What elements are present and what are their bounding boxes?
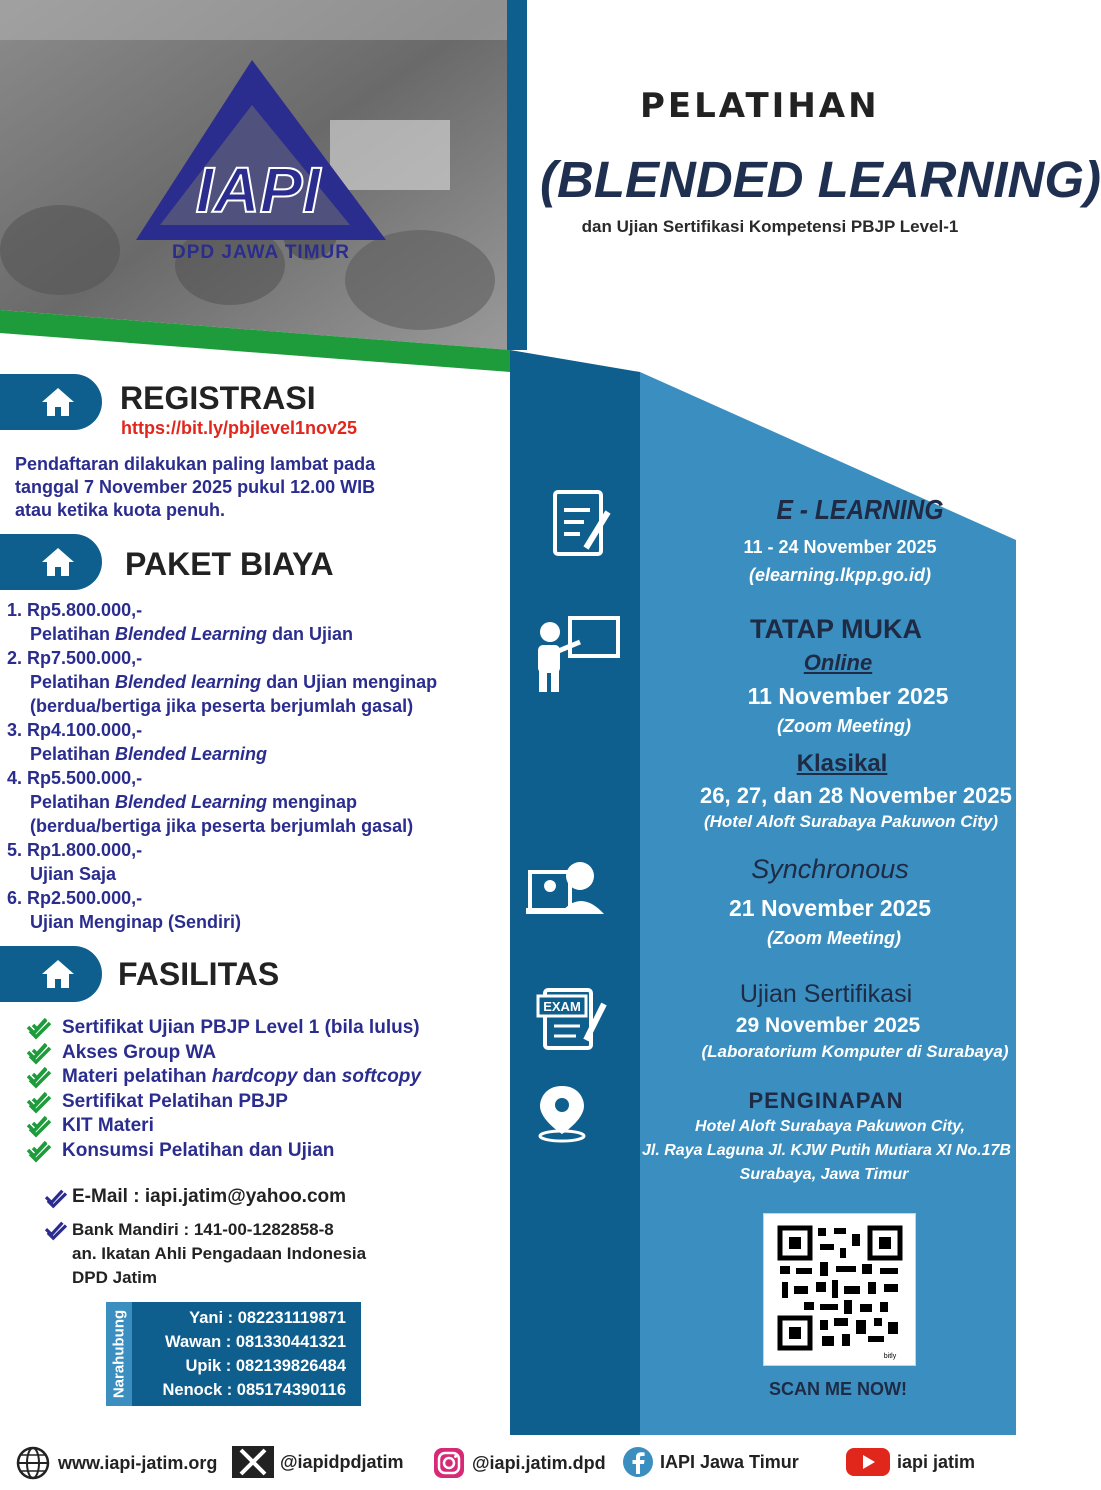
- logo-subtitle: DPD JAWA TIMUR: [172, 242, 350, 263]
- elearning-site: (elearning.lkpp.go.id): [748, 565, 931, 585]
- price-item: 5. Rp1.800.000,- Ujian Saja: [7, 840, 143, 884]
- home-icon: [40, 546, 76, 578]
- x-link[interactable]: @iapidpdjatim: [232, 1446, 404, 1478]
- penginapan-line: Hotel Aloft Surabaya Pakuwon City,: [695, 1118, 965, 1135]
- list-item: Materi pelatihan hardcopy dan softcopy: [26, 1065, 506, 1090]
- ujian-venue: (Laboratorium Komputer di Surabaya): [701, 1042, 1009, 1061]
- contact-person: Wawan : 081330441321: [164, 1333, 346, 1351]
- globe-icon: [14, 1446, 52, 1480]
- registrasi-tab: [0, 374, 102, 430]
- price-list: [7, 598, 507, 934]
- qr-code[interactable]: [763, 1213, 916, 1366]
- penginapan-title: PENGINAPAN: [748, 1088, 904, 1113]
- social-footer: [0, 1438, 1016, 1488]
- synchronous-title: Synchronous: [751, 854, 909, 884]
- pretitle: PELATIHAN: [640, 86, 880, 126]
- double-check-icon: [44, 1220, 68, 1240]
- list-item: Sertifikat Pelatihan PBJP: [26, 1090, 506, 1115]
- page-title: (BLENDED LEARNING): [540, 151, 1101, 208]
- penginapan-line: Jl. Raya Laguna Jl. KJW Putih Mutiara XI No.17B: [642, 1142, 1011, 1159]
- instagram-icon: [432, 1446, 466, 1480]
- bank-row: [44, 1218, 366, 1290]
- fasilitas-list: [26, 1016, 506, 1163]
- narahubung-label: Narahubung: [110, 1309, 128, 1399]
- fasilitas-heading: FASILITAS: [118, 956, 280, 992]
- website-link[interactable]: www.iapi-jatim.org: [14, 1446, 217, 1480]
- facebook-link[interactable]: IAPI Jawa Timur: [622, 1446, 799, 1478]
- double-check-icon: [44, 1188, 68, 1208]
- double-check-icon: [26, 1091, 52, 1113]
- klasikal-venue: (Hotel Aloft Surabaya Pakuwon City): [703, 812, 999, 831]
- list-item: KIT Materi: [26, 1114, 506, 1139]
- list-item: Sertifikat Ujian PBJP Level 1 (bila lulus): [26, 1016, 506, 1041]
- double-check-icon: [26, 1042, 52, 1064]
- ujian-title: Ujian Sertifikasi: [739, 980, 913, 1008]
- double-check-icon: [26, 1115, 52, 1137]
- price-item: 6. Rp2.500.000,- Ujian Menginap (Sendiri): [7, 888, 242, 932]
- home-icon: [40, 958, 76, 990]
- x-icon: [232, 1446, 274, 1478]
- contact-person: Upik : 082139826484: [185, 1357, 346, 1375]
- registrasi-heading: REGISTRASI: [120, 380, 316, 416]
- synchronous-note: (Zoom Meeting): [767, 928, 901, 948]
- synchronous-date: 21 November 2025: [728, 895, 931, 921]
- online-date: 11 November 2025: [747, 683, 949, 709]
- price-item: 1. Rp5.800.000,- Pelatihan Blended Learning dan Ujian: [7, 600, 354, 644]
- facebook-icon: [622, 1446, 654, 1478]
- price-item: 2. Rp7.500.000,- Pelatihan Blended learning dan Ujian menginap (berdua/bertiga jika peserta berjumlah gasal): [7, 648, 438, 716]
- instagram-link[interactable]: @iapi.jatim.dpd: [432, 1446, 606, 1480]
- registrasi-link[interactable]: https://bit.ly/pbjlevel1nov25: [121, 418, 358, 438]
- tatap-muka-title: TATAP MUKA: [750, 614, 922, 644]
- elearning-title: E - LEARNING: [776, 494, 944, 525]
- youtube-icon: [845, 1446, 891, 1478]
- ujian-date: 29 November 2025: [735, 1014, 921, 1037]
- online-label: Online: [803, 650, 873, 675]
- contact-person: Yani : 082231119871: [189, 1309, 346, 1327]
- narahubung-box: [106, 1302, 361, 1406]
- fasilitas-tab: [0, 946, 102, 1002]
- bank-details: Bank Mandiri : 141-00-1282858-8 an. Ikatan Ahli Pengadaan Indonesia DPD Jatim: [72, 1220, 367, 1287]
- svg-text:IAPI: IAPI: [195, 154, 321, 226]
- contact-list: [136, 1306, 346, 1402]
- double-check-icon: [26, 1017, 52, 1039]
- registrasi-note: Pendaftaran dilakukan paling lambat pada tanggal 7 November 2025 pukul 12.00 WIB atau ketika kuota penuh.: [15, 454, 376, 520]
- qr-caption: SCAN ME NOW!: [769, 1379, 907, 1399]
- list-item: Akses Group WA: [26, 1041, 506, 1066]
- page-subtitle: dan Ujian Sertifikasi Kompetensi PBJP Level-1: [581, 217, 959, 236]
- online-note: (Zoom Meeting): [777, 716, 911, 736]
- qr-pattern: [764, 1214, 915, 1365]
- email-address[interactable]: E-Mail : iapi.jatim@yahoo.com: [72, 1186, 347, 1207]
- paket-biaya-heading: PAKET BIAYA: [125, 546, 334, 582]
- double-check-icon: [26, 1066, 52, 1088]
- price-item: 4. Rp5.500.000,- Pelatihan Blended Learning menginap (berdua/bertiga jika peserta berjumlah gasal): [7, 768, 414, 836]
- list-item: Konsumsi Pelatihan dan Ujian: [26, 1139, 506, 1164]
- elearning-dates: 11 - 24 November 2025: [743, 537, 937, 557]
- klasikal-dates: 26, 27, dan 28 November 2025: [700, 783, 1012, 808]
- svg-text:bitly: bitly: [883, 1353, 897, 1360]
- location-pin-icon: [540, 1086, 584, 1141]
- klasikal-label: Klasikal: [796, 750, 888, 777]
- penginapan-line: Surabaya, Jawa Timur: [739, 1166, 909, 1183]
- youtube-link[interactable]: iapi jatim: [845, 1446, 975, 1478]
- double-check-icon: [26, 1140, 52, 1162]
- contact-person: Nenock : 085174390116: [162, 1381, 346, 1399]
- email-row: [44, 1186, 346, 1208]
- home-icon: [40, 386, 76, 418]
- paket-biaya-tab: [0, 534, 102, 590]
- svg-text:EXAM: EXAM: [543, 999, 581, 1014]
- price-item: 3. Rp4.100.000,- Pelatihan Blended Learning: [7, 720, 268, 764]
